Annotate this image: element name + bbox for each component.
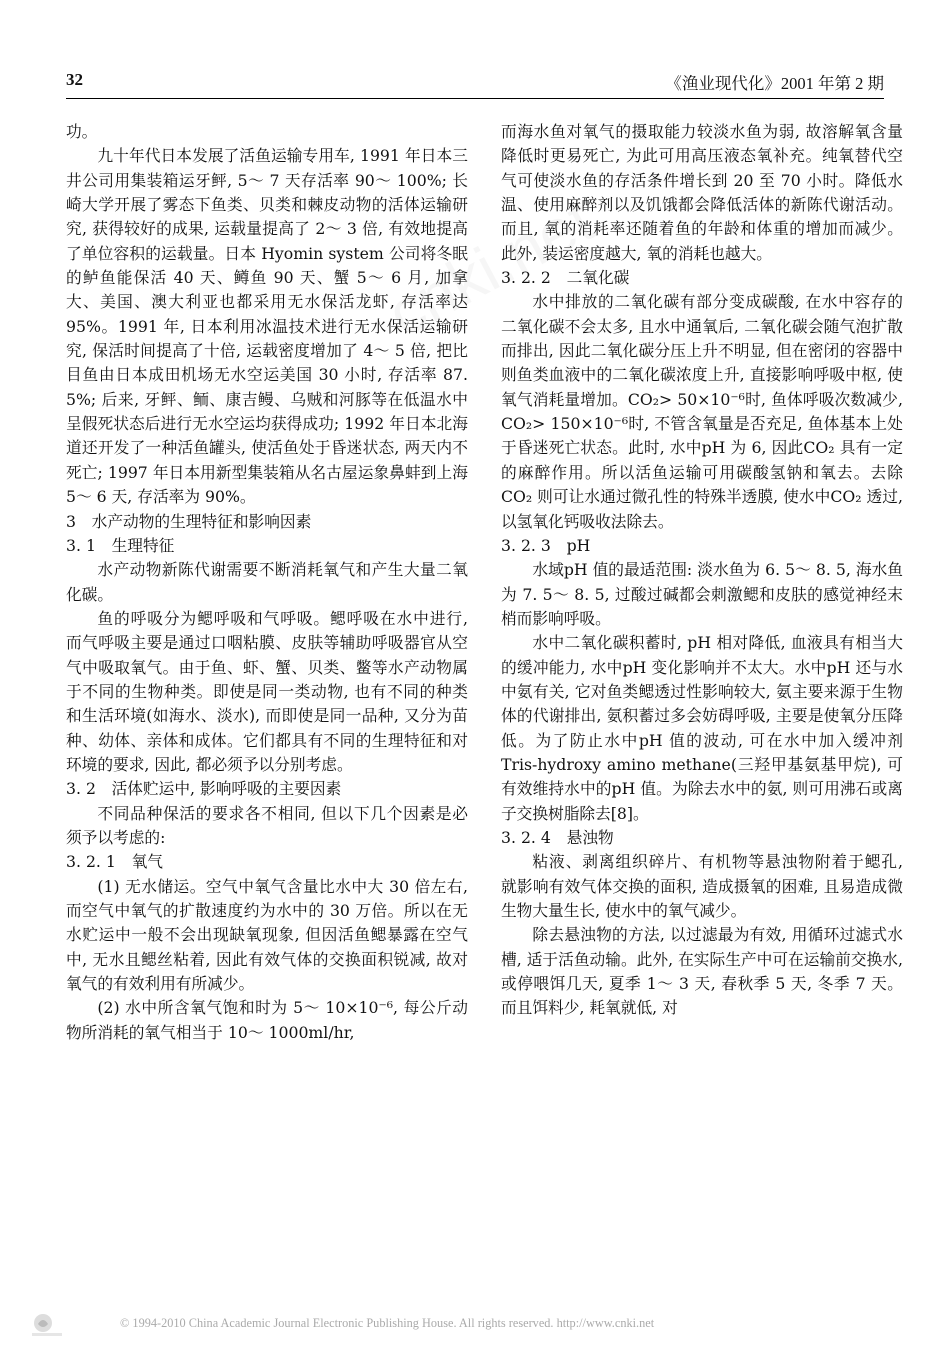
paragraph: 粘液、剥离组织碎片、有机物等悬浊物附着于鳃孔, 就影响有效气体交换的面积, 造成摄氧的困难, 且易造成微生物大量生长, 使水中的氧气减少。 xyxy=(501,852,903,920)
subsubsection-heading: 3. 2. 3 pH xyxy=(501,535,591,555)
paragraph: 功。 xyxy=(66,122,98,141)
paragraph: 水域pH 值的最适范围: 淡水鱼为 6. 5～ 8. 5, 海水鱼为 7. 5～ 8. 5, 过酸过碱都会刺激鳃和皮肤的感觉神经末梢而影响呼吸。 xyxy=(501,560,903,628)
running-header xyxy=(66,70,884,98)
subsubsection-heading: 3. 2. 2 二氧化碳 xyxy=(501,268,630,288)
paragraph: 不同品种保活的要求各不相同, 但以下几个因素是必须予以考虑的: xyxy=(66,803,468,847)
paragraph: 除去悬浊物的方法, 以过滤最为有效, 用循环过滤式水槽, 适于活鱼动输。此外, 在实际生产中可在运输前交换水, 或停喂饵几天, 夏季 1～ 3 天, 春秋季 5 天, 冬季 7 天。而且饵料少, 耗氧就低, 对 xyxy=(501,925,903,1018)
subsection-heading: 3. 1 生理特征 xyxy=(66,535,175,555)
paragraph: 水中排放的二氧化碳有部分变成碳酸, 在水中容存的二氧化碳不会太多, 且水中通氧后, 二氧化碳会随气泡扩散而排出, 因此二氧化碳分压上升不明显, 但在密闭的容器中则鱼类血液中的二氧化碳浓度上升, 直接影响呼吸中枢, 使氧气消耗量增加。CO₂> 50×10⁻⁶时, 鱼体呼吸次数减少, CO₂> 150×10⁻⁶时, 不管含氧量是否充足, 鱼体基本上处于昏迷死亡状态。此时, 水中pH 为 6, 因此CO₂ 具有一定的麻醉作用。所以活鱼运输可用碳酸氢钠和氧去。去除CO₂ 则可让水通过微孔性的特殊半透膜, 使水中CO₂ 透过, 以氢氧化钙吸收法除去。 xyxy=(501,292,903,531)
paragraph: 水产动物新陈代谢需要不断消耗氧气和产生大量二氧化碳。 xyxy=(66,560,468,604)
subsubsection-heading: 3. 2. 4 悬浊物 xyxy=(501,827,614,847)
paragraph: (1) 无水储运。空气中氧气含量比水中大 30 倍左右, 而空气中氧气的扩散速度约为水中的 30 万倍。所以在无水贮运中一般不会出现缺氧现象, 但因活鱼鳃暴露在空气中, 无水且鳃丝粘着, 因此有效气体的交换面积锐减, 故对氧气的有效利用有所减少。 xyxy=(66,876,468,994)
header-rule xyxy=(66,98,884,99)
paragraph: 鱼的呼吸分为鳃呼吸和气呼吸。鳃呼吸在水中进行, 而气呼吸主要是通过口咽粘膜、皮肤等辅助呼吸器官从空气中吸取氧气。由于鱼、虾、蟹、贝类、鳖等水产动物属于不同的生物种类。即使是同一类动物, 也有不同的种类和生活环境(如海水、淡水), 而即使是同一品种, 又分为苗种、幼体、亲体和成体。它们都具有不同的生理特征和对环境的要求, 因此, 都必须予以分别考虑。 xyxy=(66,608,468,774)
publisher-logo-icon xyxy=(30,1312,64,1338)
paragraph: (2) 水中所含氧气饱和时为 5～ 10×10⁻⁶, 每公斤动物所消耗的氧气相当于 10～ 1000ml/hr, xyxy=(66,998,468,1042)
subsubsection-heading: 3. 2. 1 氧气 xyxy=(66,852,163,872)
page-number: 32 xyxy=(66,70,83,89)
copyright-footer: © 1994-2010 China Academic Journal Electronic Publishing House. All rights reserved. http://www.cnki.net xyxy=(120,1316,655,1330)
paragraph: 而海水鱼对氧气的摄取能力较淡水鱼为弱, 故溶解氧含量降低时更易死亡, 为此可用高压液态氧补充。纯氧替代空气可使淡水鱼的存活条件增长到 20 至 70 小时。降低水温、使用麻醉剂以及饥饿都会降低活体的新陈代谢活动。而且, 氧的消耗率还随着鱼的年龄和体重的增加而减少。此外, 装运密度越大, 氧的消耗也越大。 xyxy=(501,122,903,263)
journal-title: 《渔业现代化》2001 年第 2 期 xyxy=(665,74,884,93)
section-heading: 3 水产动物的生理特征和影响因素 xyxy=(66,511,312,531)
left-column xyxy=(66,120,468,1045)
right-column xyxy=(501,120,903,1021)
subsection-heading: 3. 2 活体贮运中, 影响呼吸的主要因素 xyxy=(66,779,342,799)
paragraph: 九十年代日本发展了活鱼运输专用车, 1991 年日本三井公司用集装箱运牙鲆, 5～ 7 天存活率 90～ 100%; 长崎大学开展了雾态下鱼类、贝类和棘皮动物的活体运输研究, 获得较好的成果, 运载量提高了 2～ 3 倍, 有效地提高了单位容积的运载量。日本 Hyomin system 公司将冬眠的鲈鱼能保活 40 天、鳟鱼 90 天、蟹 5～ 6 月, 加拿大、美国、澳大利亚也都采用无水保活龙虾, 存活率达 95%。1991 年, 日本利用冰温技术进行无水保活运输研究, 保活时间提高了十倍, 运载密度增加了 4～ 5 倍, 把比目鱼由日本成田机场无水空运美国 30 小时, 存活率 87. 5%; 后来, 牙鲆、鲕、康吉鳗、乌贼和河豚等在低温水中呈假死状态后进行无水空运均获得成功; 1992 年日本北海道还开发了一种活鱼罐头, 使活鱼处于昏迷状态, 两天内不死亡; 1997 年日本用新型集装箱从名古屋运象鼻蚌到上海 5～ 6 天, 存活率为 90%。 xyxy=(66,146,468,507)
paragraph: 水中二氧化碳积蓄时, pH 相对降低, 血液具有相当大的缓冲能力, 水中pH 变化影响并不太大。水中pH 还与水中氨有关, 它对鱼类鳃透过性影响较大, 氨主要来源于生物体的代谢排出, 氨积蓄过多会妨碍呼吸, 主要是使氧分压降低。为了防止水中pH 值的波动, 可在水中加入缓冲剂 Tris-hydroxy amino methane(三羟甲基氨基甲烷), 可有效维持水中的pH 值。为除去水中的氨, 则可用沸石或离子交换树脂除去[8]。 xyxy=(501,633,903,823)
